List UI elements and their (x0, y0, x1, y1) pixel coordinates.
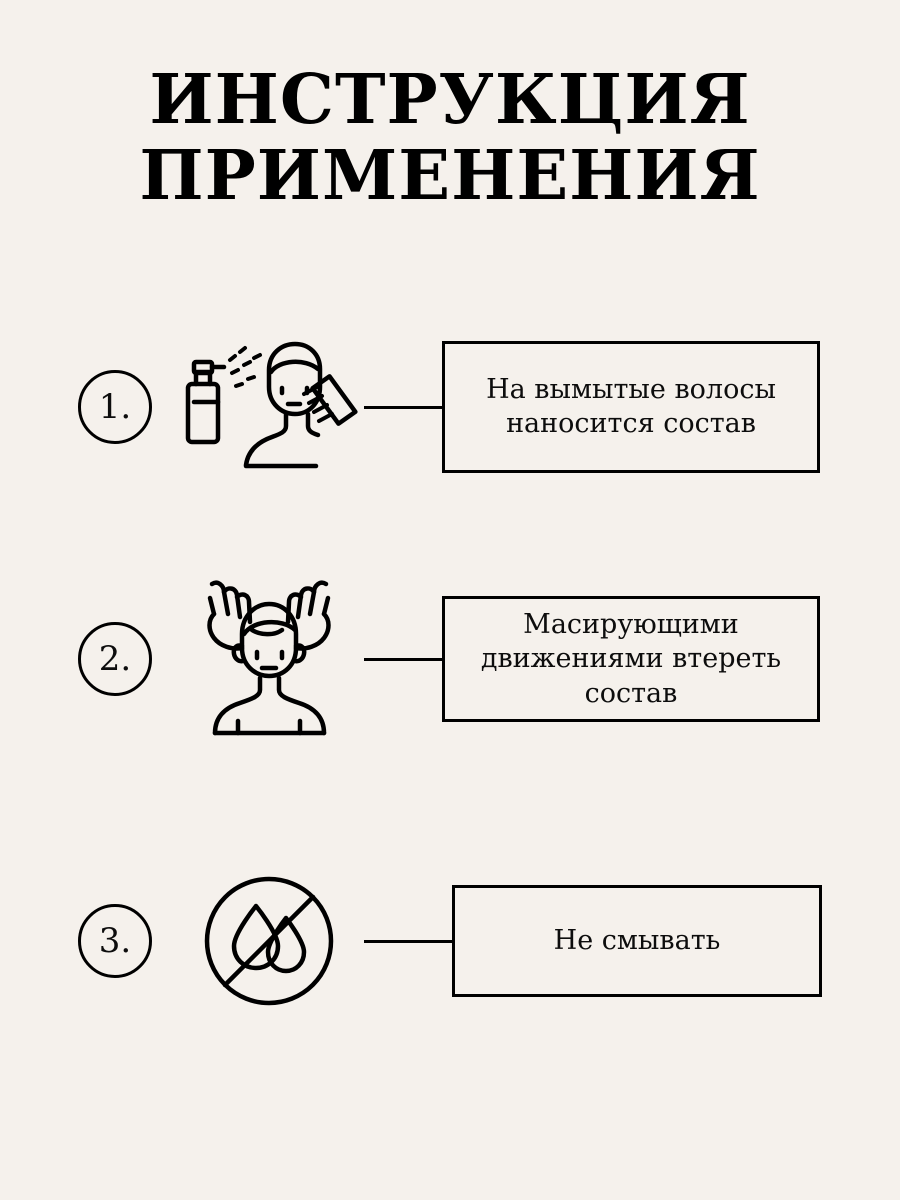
step-number-1: 1. (78, 370, 152, 444)
connector-line-2 (364, 658, 442, 661)
steps-list (0, 302, 900, 1046)
step-text-box-1: На вымытые волосы наносится состав (442, 341, 820, 473)
massage-hands-head-icon (174, 579, 364, 739)
step-text-box-3: Не смывать (452, 885, 822, 997)
step-item-3 (0, 836, 900, 1046)
no-water-drop-icon (174, 861, 364, 1021)
step-item-2 (0, 554, 900, 764)
connector-line-1 (364, 406, 442, 409)
step-number-3: 3. (78, 904, 152, 978)
page-title-line-2: ПРИМЕНЕНИЯ (139, 136, 761, 217)
page-title (0, 0, 900, 217)
step-number-2: 2. (78, 622, 152, 696)
page-title-line-1: ИНСТРУКЦИЯ (149, 60, 751, 140)
step-item-1 (0, 302, 900, 512)
step-text-box-2: Масирующими движениями втереть состав (442, 596, 820, 722)
spray-comb-head-icon (174, 327, 364, 487)
connector-line-3 (364, 940, 452, 943)
